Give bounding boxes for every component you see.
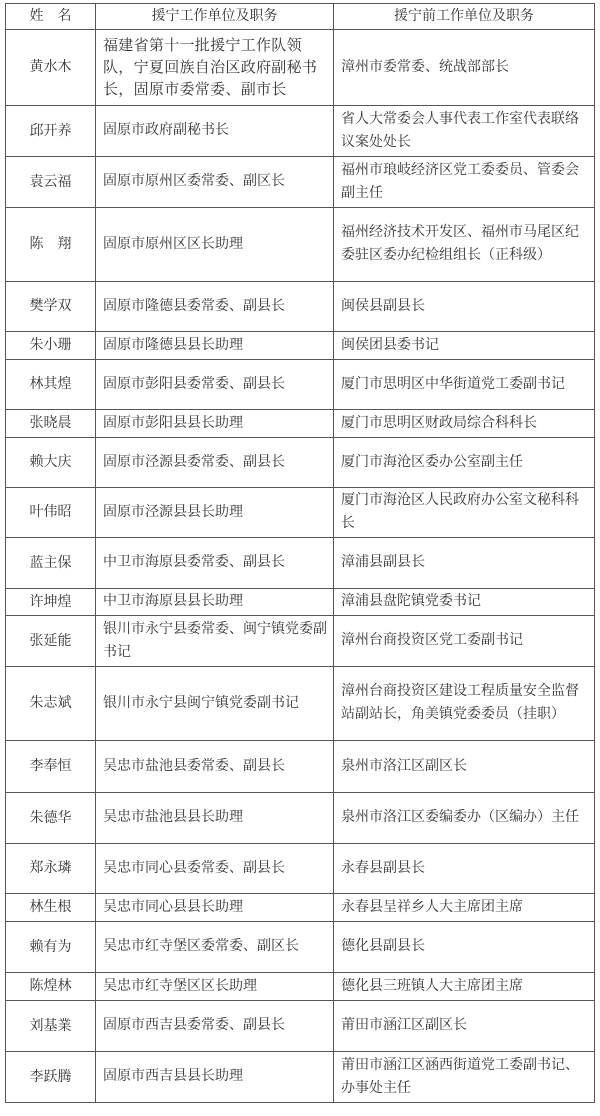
name-cell: 林生根 — [6, 894, 96, 922]
table-header — [6, 4, 595, 30]
prior-post-cell: 省人大常委会人事代表工作室代表联络议案处处长 — [334, 106, 595, 157]
prior-post-cell: 漳浦县副县长 — [334, 538, 595, 589]
table-row — [6, 488, 595, 538]
name-cell: 朱志斌 — [6, 667, 96, 741]
table-row — [6, 1001, 595, 1052]
table-row — [6, 894, 595, 922]
name-cell: 李跃腾 — [6, 1052, 96, 1103]
header-ningxia-post: 援宁工作单位及职务 — [96, 4, 334, 30]
prior-post-cell: 漳浦县盘陀镇党委书记 — [334, 589, 595, 616]
ningxia-post-cell: 固原市隆德县委常委、副县长 — [96, 282, 334, 332]
name-cell: 郑永璘 — [6, 844, 96, 894]
ningxia-post-cell: 中卫市海原县委常委、副县长 — [96, 538, 334, 589]
prior-post-cell: 永春县副县长 — [334, 844, 595, 894]
table-row — [6, 157, 595, 208]
cadre-table — [5, 3, 595, 1103]
prior-post-cell: 德化县三班镇人大主席团主席 — [334, 973, 595, 1001]
ningxia-post-cell: 吴忠市红寺堡区委常委、副区长 — [96, 922, 334, 973]
ningxia-post-cell: 吴忠市同心县县长助理 — [96, 894, 334, 922]
table-row — [6, 538, 595, 589]
name-cell: 赖大庆 — [6, 438, 96, 488]
prior-post-cell: 德化县副县长 — [334, 922, 595, 973]
header-name: 姓 名 — [6, 4, 96, 30]
table-row — [6, 438, 595, 488]
header-prior-post: 援宁前工作单位及职务 — [334, 4, 595, 30]
name-cell: 赖有为 — [6, 922, 96, 973]
name-cell: 樊学双 — [6, 282, 96, 332]
table-row — [6, 616, 595, 667]
ningxia-post-cell: 固原市政府副秘书长 — [96, 106, 334, 157]
table-row — [6, 973, 595, 1001]
prior-post-cell: 厦门市思明区财政局综合科科长 — [334, 410, 595, 438]
ningxia-post-cell: 福建省第十一批援宁工作队领队，宁夏回族自治区政府副秘书长，固原市委常委、副市长 — [96, 30, 334, 106]
ningxia-post-cell: 吴忠市盐池县委常委、副县长 — [96, 741, 334, 793]
prior-post-cell: 泉州市洛江区委编委办（区编办）主任 — [334, 793, 595, 844]
name-cell: 叶伟昭 — [6, 488, 96, 538]
ningxia-post-cell: 固原市彭阳县县长助理 — [96, 410, 334, 438]
table-row — [6, 332, 595, 360]
table-row — [6, 106, 595, 157]
ningxia-post-cell: 中卫市海原县县长助理 — [96, 589, 334, 616]
ningxia-post-cell: 固原市彭阳县委常委、副县长 — [96, 360, 334, 410]
table-row — [6, 667, 595, 741]
ningxia-post-cell: 固原市原州区委常委、副区长 — [96, 157, 334, 208]
ningxia-post-cell: 吴忠市盐池县县长助理 — [96, 793, 334, 844]
name-cell: 林其煌 — [6, 360, 96, 410]
table-row — [6, 793, 595, 844]
name-cell: 黄水木 — [6, 30, 96, 106]
prior-post-cell: 漳州台商投资区建设工程质量安全监督站副站长，角美镇党委委员（挂职） — [334, 667, 595, 741]
table-row — [6, 589, 595, 616]
prior-post-cell: 福州市琅岐经济区党工委委员、管委会副主任 — [334, 157, 595, 208]
table-body — [6, 30, 595, 1103]
name-cell: 袁云福 — [6, 157, 96, 208]
ningxia-post-cell: 固原市隆德县县长助理 — [96, 332, 334, 360]
table-row — [6, 1052, 595, 1103]
ningxia-post-cell: 银川市永宁县委常委、闽宁镇党委副书记 — [96, 616, 334, 667]
name-cell: 刘基業 — [6, 1001, 96, 1052]
name-cell: 朱德华 — [6, 793, 96, 844]
table-row — [6, 741, 595, 793]
table-row — [6, 30, 595, 106]
prior-post-cell: 闽侯团县委书记 — [334, 332, 595, 360]
ningxia-post-cell: 吴忠市同心县委常委、副县长 — [96, 844, 334, 894]
prior-post-cell: 永春县呈祥乡人大主席团主席 — [334, 894, 595, 922]
name-cell: 张晓晨 — [6, 410, 96, 438]
name-cell: 许坤煌 — [6, 589, 96, 616]
prior-post-cell: 泉州市洛江区副区长 — [334, 741, 595, 793]
name-cell: 陈煌林 — [6, 973, 96, 1001]
prior-post-cell: 闽侯县副县长 — [334, 282, 595, 332]
prior-post-cell: 莆田市涵江区副区长 — [334, 1001, 595, 1052]
name-cell: 邱开养 — [6, 106, 96, 157]
header-row — [6, 4, 595, 30]
ningxia-post-cell: 银川市永宁县闽宁镇党委副书记 — [96, 667, 334, 741]
table-row — [6, 282, 595, 332]
ningxia-post-cell: 固原市原州区区长助理 — [96, 208, 334, 282]
ningxia-post-cell: 固原市泾源县县长助理 — [96, 488, 334, 538]
table-row — [6, 844, 595, 894]
table-row — [6, 410, 595, 438]
prior-post-cell: 厦门市海沧区委办公室副主任 — [334, 438, 595, 488]
name-cell: 张延能 — [6, 616, 96, 667]
ningxia-post-cell: 固原市泾源县委常委、副县长 — [96, 438, 334, 488]
name-cell: 蓝主保 — [6, 538, 96, 589]
ningxia-post-cell: 吴忠市红寺堡区区长助理 — [96, 973, 334, 1001]
name-cell: 陈 翔 — [6, 208, 96, 282]
table-row — [6, 208, 595, 282]
prior-post-cell: 莆田市涵江区涵西街道党工委副书记、办事处主任 — [334, 1052, 595, 1103]
prior-post-cell: 漳州台商投资区党工委副书记 — [334, 616, 595, 667]
prior-post-cell: 漳州市委常委、统战部部长 — [334, 30, 595, 106]
table-row — [6, 922, 595, 973]
prior-post-cell: 厦门市海沧区人民政府办公室文秘科科长 — [334, 488, 595, 538]
prior-post-cell: 福州经济技术开发区、福州市马尾区纪委驻区委办纪检组组长（正科级） — [334, 208, 595, 282]
ningxia-post-cell: 固原市西吉县县长助理 — [96, 1052, 334, 1103]
prior-post-cell: 厦门市思明区中华街道党工委副书记 — [334, 360, 595, 410]
ningxia-post-cell: 固原市西吉县委常委、副县长 — [96, 1001, 334, 1052]
name-cell: 朱小珊 — [6, 332, 96, 360]
name-cell: 李奉恒 — [6, 741, 96, 793]
table-row — [6, 360, 595, 410]
